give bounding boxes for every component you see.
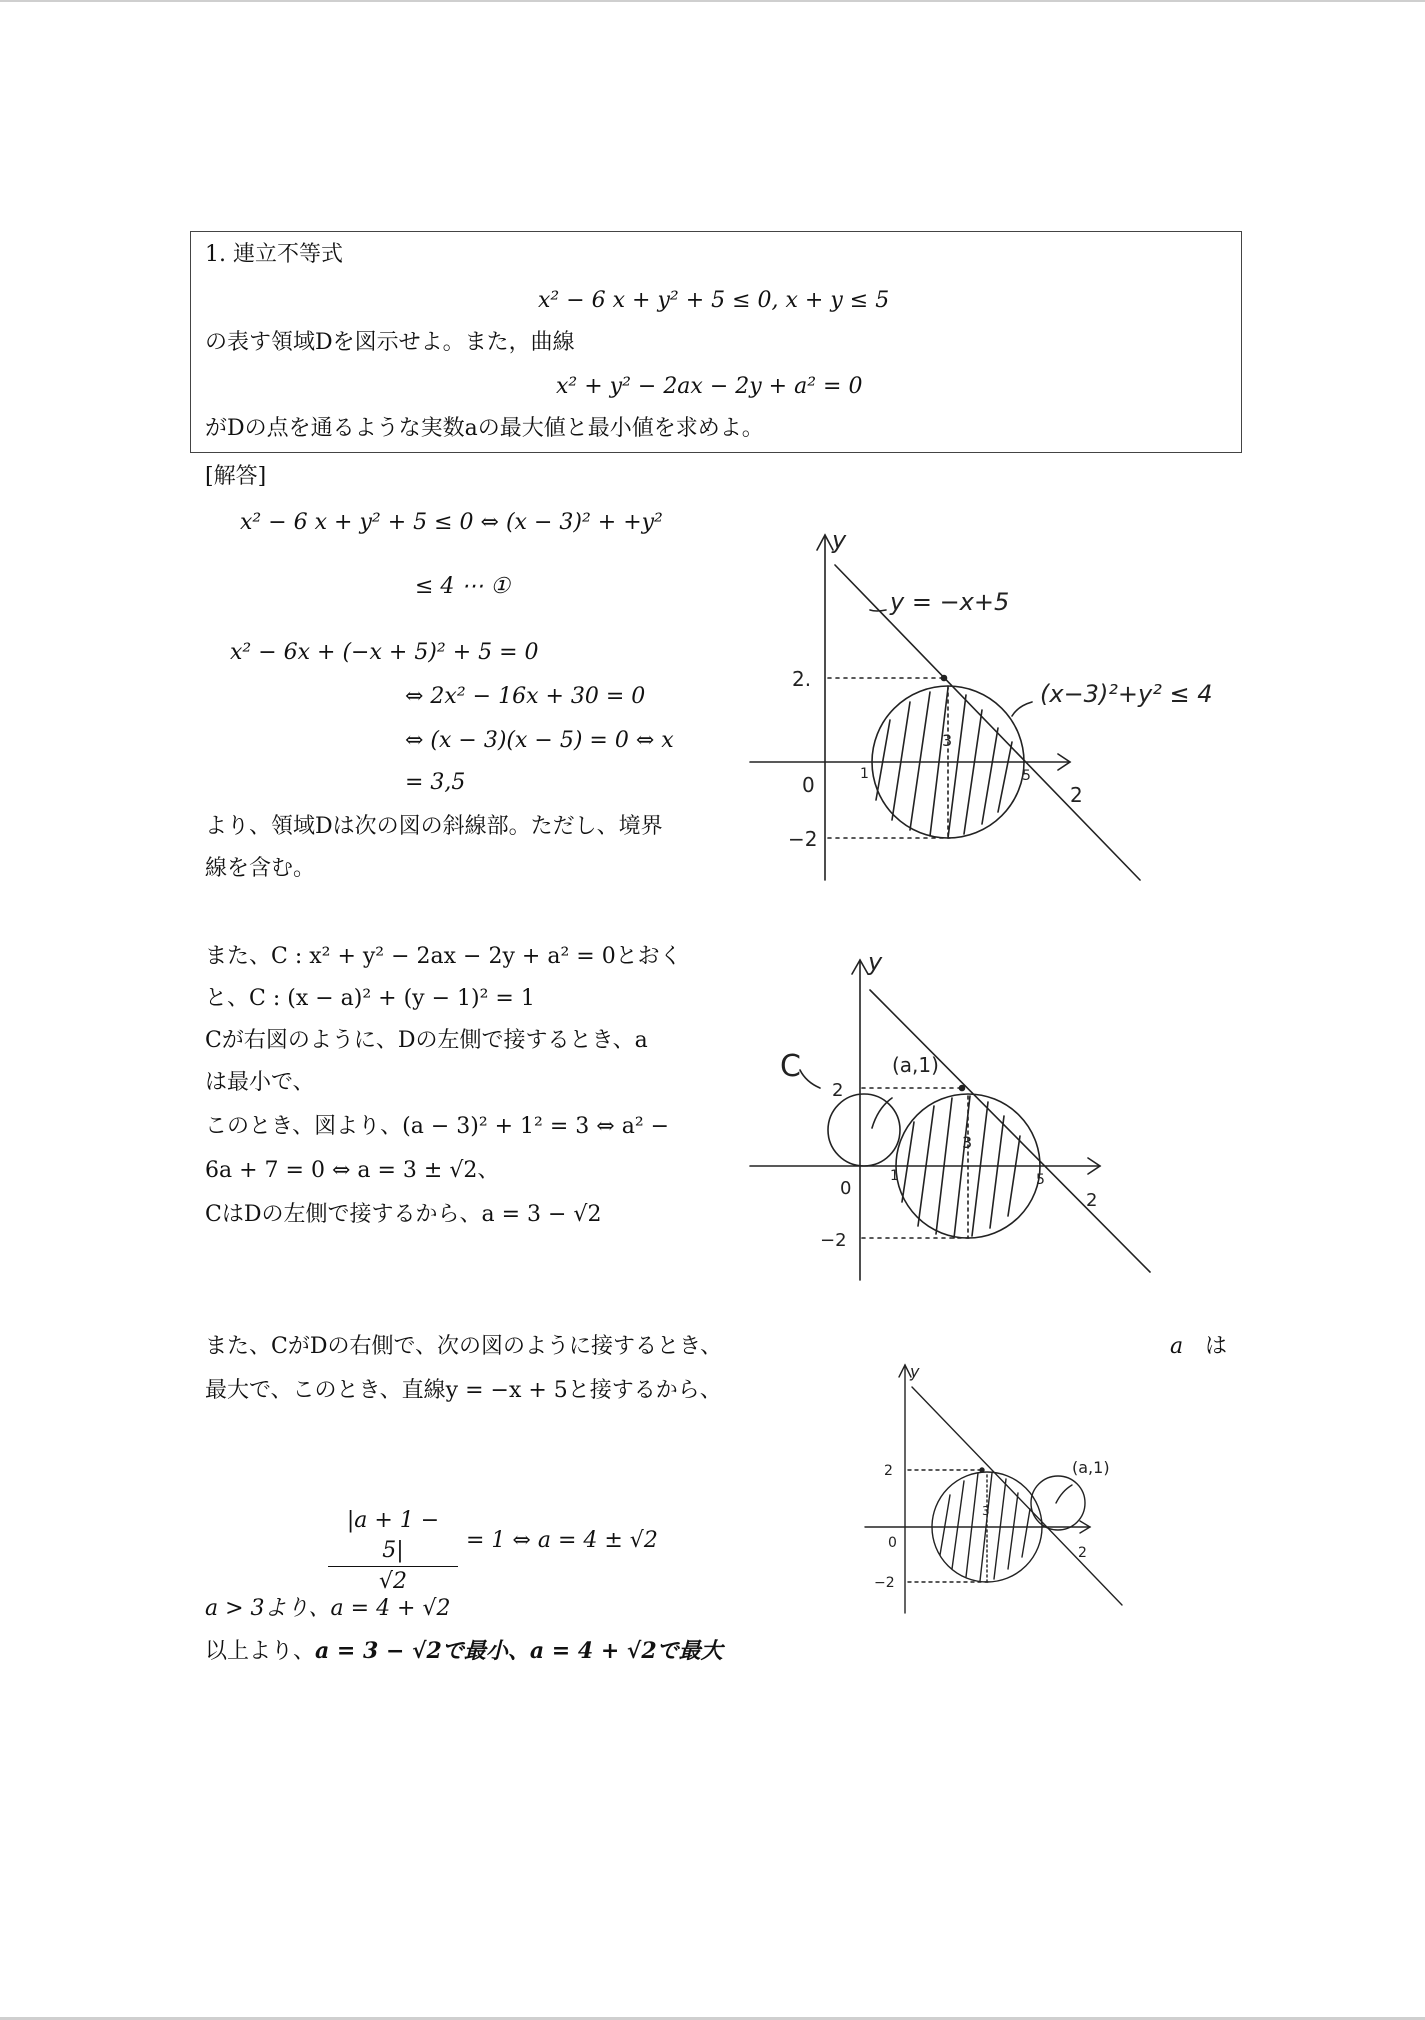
fig1-y-label: y <box>832 526 847 554</box>
answer-label: [解答] <box>205 464 267 489</box>
fig1-tick-x2: 2 <box>1070 783 1083 807</box>
answer-p2-l3: Cが右図のように、Dの左側で接するとき、a <box>205 1028 648 1053</box>
distance-fraction <box>328 1506 458 1597</box>
fig2-tick-5: 5 <box>1036 1172 1045 1188</box>
c-radius-stroke <box>1056 1485 1072 1503</box>
answer-p2-l2: と、C : (x − a)² + (y − 1)² = 1 <box>205 986 535 1011</box>
fig2-tick-0: 0 <box>840 1178 852 1199</box>
answer-eq1: x² − 6 x + y² + 5 ≤ 0 ⇔ (x − 3)² + +y² <box>240 510 663 535</box>
answer-p2-l6: 6a + 7 = 0 ⇔ a = 3 ± √2、 <box>205 1158 500 1183</box>
c-label-pointer <box>800 1070 820 1088</box>
fig1-tick-3: 3 <box>942 731 953 750</box>
hatching <box>876 688 1012 838</box>
answer-eq5: = 3,5 <box>405 770 466 795</box>
tangent-point <box>942 676 947 681</box>
answer-p2-l5: このとき、図より、(a − 3)² + 1² = 3 ⇔ a² − <box>205 1114 670 1139</box>
answer-conclusion <box>205 1636 723 1667</box>
tangent-point <box>960 1086 965 1091</box>
circle-c <box>1031 1476 1085 1530</box>
hatching <box>902 1096 1020 1238</box>
fig2-c-label: C <box>780 1049 801 1084</box>
problem-curve: x² + y² − 2ax − 2y + a² = 0 <box>556 374 863 399</box>
figure-c-right <box>860 1355 1140 1615</box>
fig1-tick-5: 5 <box>1022 768 1031 784</box>
answer-p3-l3: a > 3より、a = 4 + √2 <box>205 1596 451 1621</box>
problem-title: 1. 連立不等式 <box>205 242 343 267</box>
problem-line4: がDの点を通るような実数aの最大値と最小値を求めよ。 <box>205 416 764 441</box>
fig2-y-label: y <box>868 948 883 976</box>
fig3-y-label: y <box>910 1362 920 1381</box>
fig1-tick-2: 2. <box>792 667 812 691</box>
fig1-tick-1: 1 <box>860 766 869 782</box>
answer-p3-var-a: a <box>1170 1334 1184 1359</box>
fig3-tick-3: 3 <box>982 1504 990 1518</box>
answer-frac-rhs: = 1 ⇔ a = 4 ± √2 <box>466 1528 658 1553</box>
answer-p3-ha: は <box>1205 1334 1228 1359</box>
tangent-point <box>980 1468 984 1472</box>
answer-eq2: x² − 6x + (−x + 5)² + 5 = 0 <box>230 640 539 665</box>
fraction-numerator: |a + 1 − 5| <box>328 1506 458 1567</box>
fig1-line-label: y = −x+5 <box>890 588 1010 616</box>
c-radius-stroke <box>872 1098 892 1128</box>
figure-c-left <box>740 940 1160 1280</box>
fig1-tick-m2: −2 <box>788 827 818 851</box>
fig2-tick-x2: 2 <box>1086 1190 1098 1211</box>
fig1-circle-label: (x−3)²+y² ≤ 4 <box>1040 680 1213 708</box>
fig3-point-label: (a,1) <box>1072 1458 1110 1477</box>
problem-system: x² − 6 x + y² + 5 ≤ 0, x + y ≤ 5 <box>538 288 890 313</box>
page-top-edge <box>0 0 1425 2</box>
answer-eq4: ⇔ (x − 3)(x − 5) = 0 ⇔ x <box>405 728 674 753</box>
fig2-tick-3: 3 <box>962 1133 973 1152</box>
figure-region-d <box>740 520 1220 900</box>
fig2-point-label: (a,1) <box>892 1053 939 1077</box>
answer-eq3: ⇔ 2x² − 16x + 30 = 0 <box>405 684 646 709</box>
answer-p2-l1: また、C : x² + y² − 2ax − 2y + a² = 0とおく <box>205 944 682 969</box>
answer-p2-l7: CはDの左側で接するから、a = 3 − √2 <box>205 1202 602 1227</box>
answer-eq1b: ≤ 4 ⋯ ① <box>415 574 511 599</box>
answer-p2-l4: は最小で、 <box>205 1070 315 1095</box>
fig2-tick-m2: −2 <box>820 1230 847 1251</box>
fraction-denominator: √2 <box>378 1569 407 1594</box>
fig2-tick-2: 2 <box>832 1080 844 1101</box>
fig3-tick-x2: 2 <box>1078 1545 1087 1561</box>
fig2-tick-1: 1 <box>890 1168 899 1184</box>
conclusion-result: a = 3 − √2で最小、a = 4 + √2で最大 <box>315 1638 723 1664</box>
answer-p3-l2: 最大で、このとき、直線y = −x + 5と接するから、 <box>205 1378 722 1403</box>
answer-p3-l1: また、CがDの右側で、次の図のように接するとき、 <box>205 1334 723 1359</box>
answer-text1a: より、領域Dは次の図の斜線部。ただし、境界 <box>205 814 663 839</box>
fig3-tick-m2: −2 <box>874 1575 895 1591</box>
answer-text1b: 線を含む。 <box>205 856 316 881</box>
conclusion-prefix: 以上より、 <box>205 1639 316 1664</box>
circle-c <box>828 1094 900 1166</box>
fig1-tick-0: 0 <box>802 773 815 797</box>
circle-label-pointer <box>1012 702 1032 716</box>
fig3-tick-0: 0 <box>888 1535 897 1551</box>
problem-line2: の表す領域Dを図示せよ。また，曲線 <box>205 330 575 355</box>
fig3-tick-2: 2 <box>884 1463 893 1479</box>
